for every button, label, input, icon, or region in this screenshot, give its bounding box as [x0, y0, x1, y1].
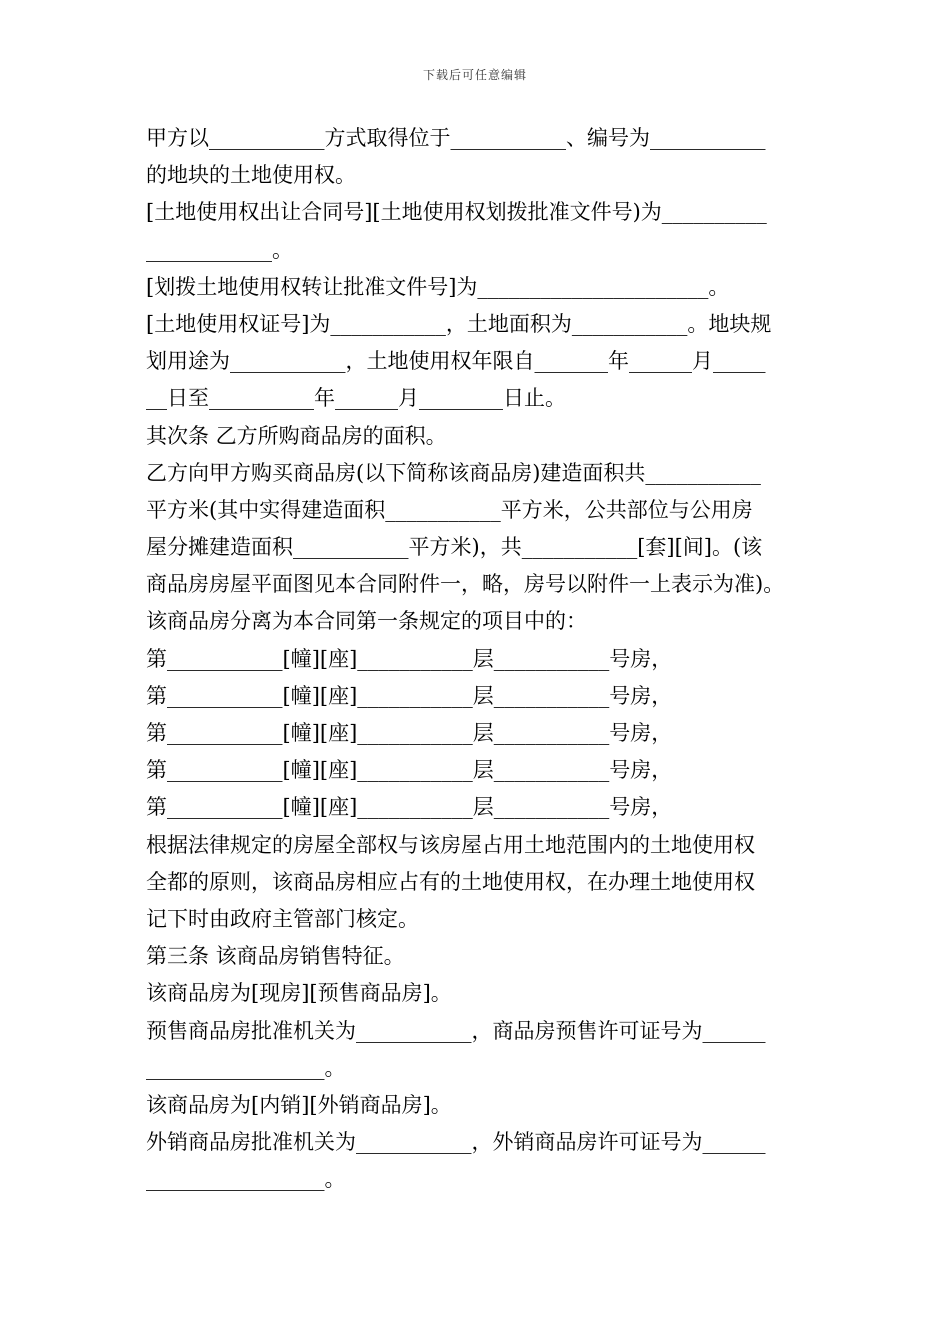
text-line: 全都的原则，该商品房相应占有的土地使用权，在办理土地使用权	[146, 869, 755, 894]
section-heading: 第三条 该商品房销售特征。	[146, 944, 405, 969]
room-entry-line: 第___________[幢][座]___________层___________号房，	[146, 721, 673, 745]
document-body	[146, 120, 818, 1198]
room-entry-line: 第___________[幢][座]___________层___________号房，	[146, 683, 673, 708]
text-line: __日至__________年______月________日止。	[146, 386, 566, 411]
text-line: _________________。	[146, 1055, 346, 1080]
text-line: 预售商品房批准机关为___________，商品房预售许可证号为______	[146, 1018, 766, 1043]
text-line: ____________。	[146, 237, 293, 262]
text-line: 外销商品房批准机关为___________，外销商品房许可证号为______	[146, 1130, 766, 1155]
text-line: _________________。	[146, 1167, 346, 1192]
text-line: 屋分摊建造面积___________平方米)，共___________[套][间]。(该	[146, 535, 763, 560]
section-heading: 其次条 乙方所购商品房的面积。	[146, 423, 447, 448]
text-line: 甲方以___________方式取得位于___________、编号为___________	[146, 126, 766, 150]
text-line: 划用途为___________，土地使用权年限自_______年______月_____	[146, 349, 766, 374]
text-line: 该商品房分离为本合同第一条规定的项目中的：	[146, 609, 587, 634]
text-line: 该商品房为[内销][外销商品房]。	[146, 1092, 452, 1117]
text-line: 平方米(其中实得建造面积___________平方米，公共部位与公用房	[146, 497, 753, 522]
text-line: [土地使用权出让合同号][土地使用权划拨批准文件号)为__________	[146, 200, 767, 225]
room-entry-line: 第___________[幢][座]___________层___________号房，	[146, 646, 673, 671]
text-line: 商品房房屋平面图见本合同附件一，略，房号以附件一上表示为准)。	[146, 572, 785, 597]
text-line: [土地使用权证号]为___________，土地面积为___________。地块规	[146, 311, 772, 336]
text-line: 该商品房为[现房][预售商品房]。	[146, 981, 452, 1006]
text-line: 乙方向甲方购买商品房(以下简称该商品房)建造面积共___________	[146, 460, 761, 485]
text-line: 根据法律规定的房屋全部权与该房屋占用土地范围内的土地使用权	[146, 832, 755, 857]
page-header: 下载后可任意编辑	[422, 68, 527, 82]
room-entry-line: 第___________[幢][座]___________层___________号房，	[146, 795, 673, 820]
text-line: [划拨土地使用权转让批准文件号]为______________________。	[146, 274, 730, 299]
room-entry-line: 第___________[幢][座]___________层___________号房，	[146, 758, 673, 783]
text-line: 记下时由政府主管部门核定。	[146, 906, 419, 931]
text-line: 的地块的土地使用权。	[146, 163, 356, 188]
